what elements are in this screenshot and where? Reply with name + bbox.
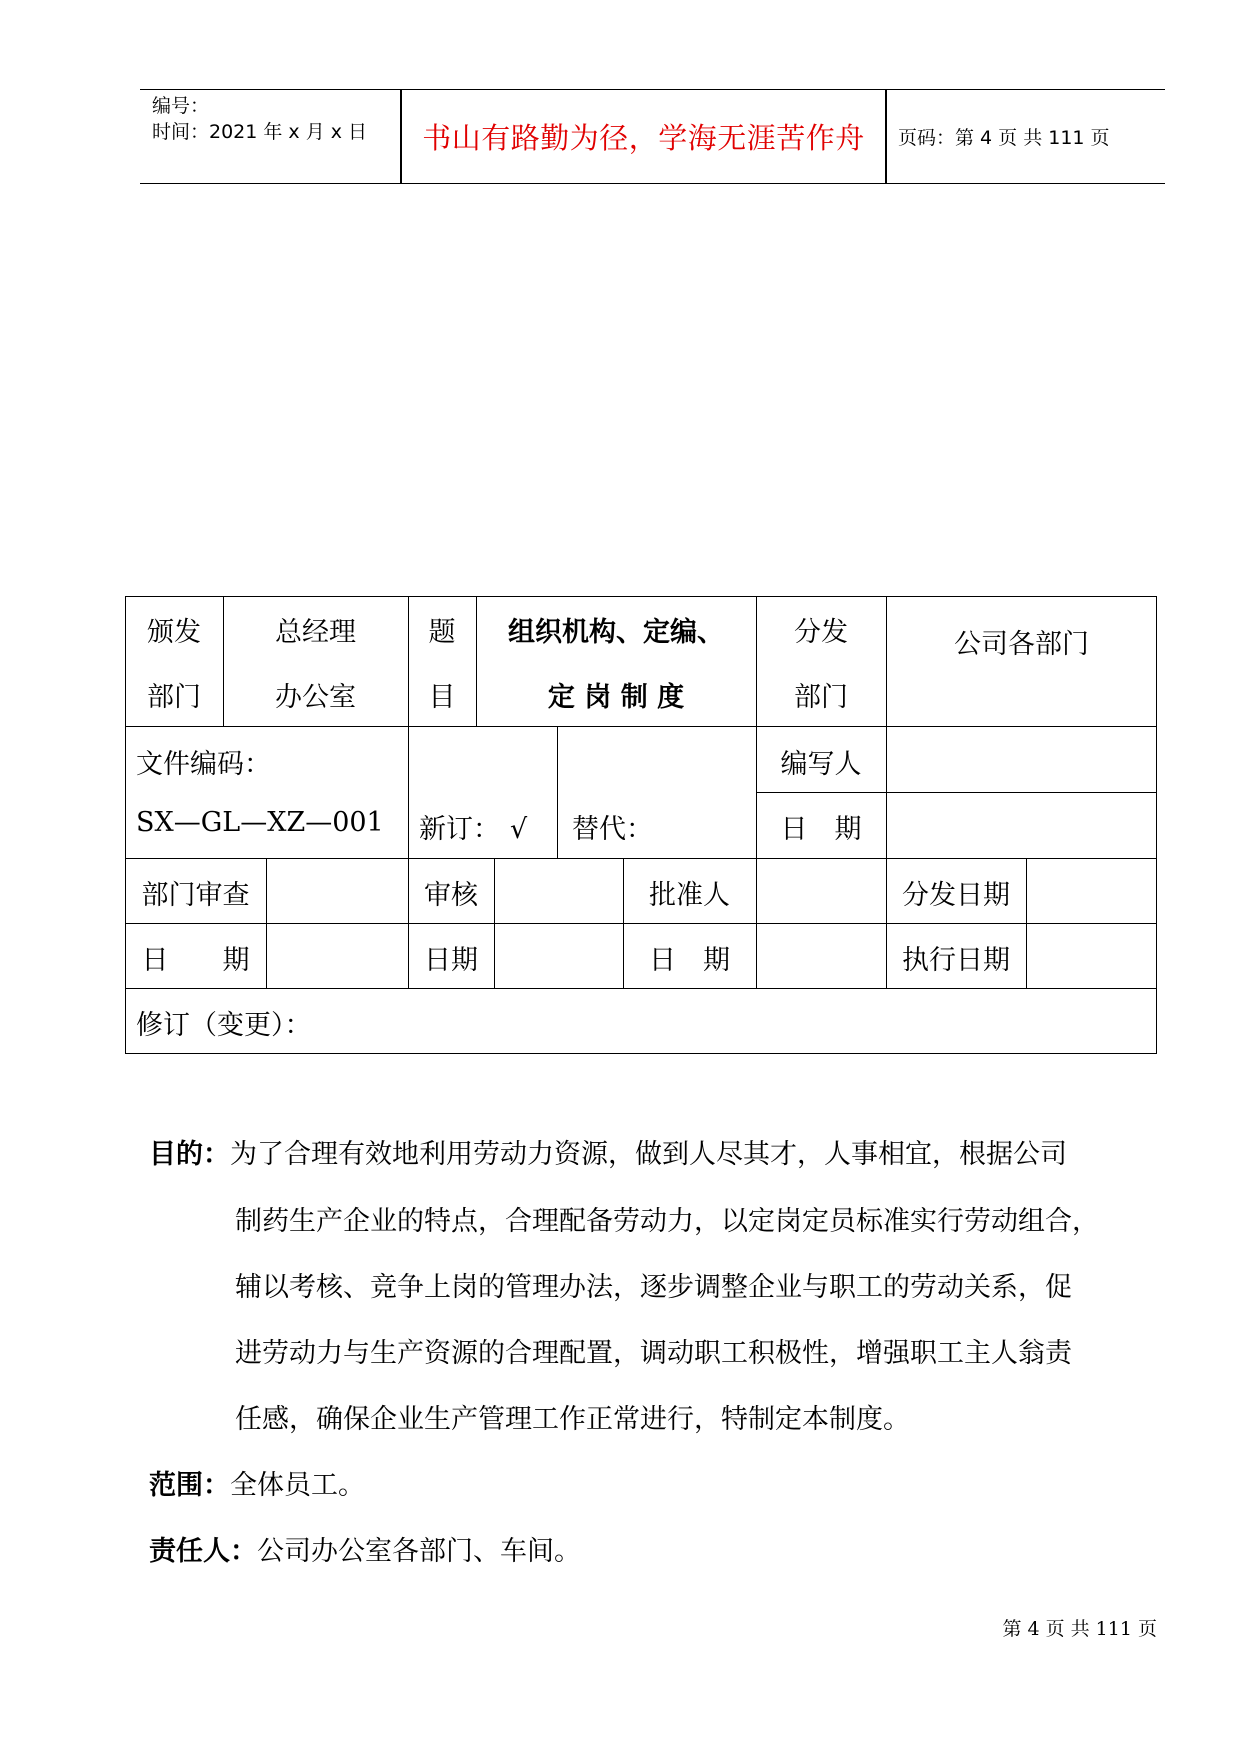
date-label: 日 期 xyxy=(141,945,250,976)
date-label: 日期 xyxy=(424,945,478,976)
doc-code-value: SX—GL—XZ—001 xyxy=(136,807,384,838)
approver-label: 批准人 xyxy=(649,880,730,911)
table-line xyxy=(557,726,558,858)
table-line xyxy=(125,596,1157,597)
replace-label: 替代： xyxy=(572,814,653,845)
purpose-label: 目的： xyxy=(149,1139,230,1170)
title-value-2: 定 岗 制 度 xyxy=(547,682,685,713)
time-label: 时间：2021 年 x 月 x 日 xyxy=(152,121,368,143)
table-line xyxy=(886,726,887,858)
table-line xyxy=(756,858,757,988)
purpose-line: 进劳动力与生产资源的合理配置，调动职工积极性，增强职工主人翁责 xyxy=(235,1338,1072,1369)
number-label: 编号： xyxy=(152,95,210,117)
table-line xyxy=(125,988,1157,989)
issue-dept-value-1: 总经理 xyxy=(275,617,356,648)
distribute-value: 公司各部门 xyxy=(954,629,1089,660)
document-control-table xyxy=(125,596,1157,1054)
date-label: 日 期 xyxy=(649,945,730,976)
header-meta xyxy=(152,93,367,145)
distribute-label-1: 分发 xyxy=(794,617,848,648)
purpose-line: 辅以考核、竞争上岗的管理办法，逐步调整企业与职工的劳动关系，促 xyxy=(235,1272,1072,1303)
table-line xyxy=(125,726,1157,727)
table-line xyxy=(125,923,1157,924)
title-label-1: 题 xyxy=(428,617,456,648)
table-line xyxy=(408,726,409,858)
title-label-2: 目 xyxy=(428,682,456,713)
header-divider xyxy=(885,90,887,183)
purpose-line: 任感，确保企业生产管理工作正常进行，特制定本制度。 xyxy=(235,1404,910,1435)
header-page-number: 页码：第 4 页 共 111 页 xyxy=(898,127,1110,149)
distribute-date-label: 分发日期 xyxy=(902,880,1010,911)
page-footer: 第 4 页 共 111 页 xyxy=(1002,1618,1157,1640)
table-line xyxy=(756,792,1157,793)
date-label: 日 期 xyxy=(780,814,862,845)
author-label: 编写人 xyxy=(780,749,862,780)
owner-value: 公司办公室各部门、车间。 xyxy=(257,1536,581,1567)
scope-value: 全体员工。 xyxy=(230,1470,365,1501)
table-line xyxy=(1156,596,1157,1054)
exec-date-label: 执行日期 xyxy=(902,945,1010,976)
new-label-text: 新订： xyxy=(419,814,500,845)
check-icon: √ xyxy=(510,814,528,845)
issue-dept-label-1: 颁发 xyxy=(147,617,201,648)
scope-paragraph xyxy=(149,1463,365,1502)
purpose-paragraph xyxy=(149,1132,1067,1171)
purpose-line: 为了合理有效地利用劳动力资源，做到人尽其才，人事相宜，根据公司 xyxy=(230,1139,1067,1170)
page-header xyxy=(140,89,1165,184)
table-line xyxy=(1026,858,1027,988)
issue-dept-label-2: 部门 xyxy=(147,682,201,713)
new-label xyxy=(419,807,527,846)
table-line xyxy=(125,858,1157,859)
table-line xyxy=(125,596,126,1054)
table-line xyxy=(266,858,267,988)
issue-dept-value-2: 办公室 xyxy=(275,682,356,713)
table-line xyxy=(886,596,887,726)
scope-label: 范围： xyxy=(149,1470,230,1501)
title-value-1: 组织机构、定编、 xyxy=(508,617,724,648)
header-motto: 书山有路勤为径，学海无涯苦作舟 xyxy=(422,121,865,155)
owner-label: 责任人： xyxy=(149,1536,257,1567)
table-line xyxy=(125,1053,1157,1054)
revision-label: 修订（变更）： xyxy=(136,1010,312,1041)
review-label: 审核 xyxy=(424,880,478,911)
doc-code-label: 文件编码： xyxy=(136,749,271,780)
dept-review-label: 部门审查 xyxy=(141,880,250,911)
owner-paragraph xyxy=(149,1529,581,1568)
distribute-label-2: 部门 xyxy=(794,682,848,713)
purpose-line: 制药生产企业的特点，合理配备劳动力，以定岗定员标准实行劳动组合， xyxy=(235,1206,1099,1237)
table-line xyxy=(494,858,495,988)
